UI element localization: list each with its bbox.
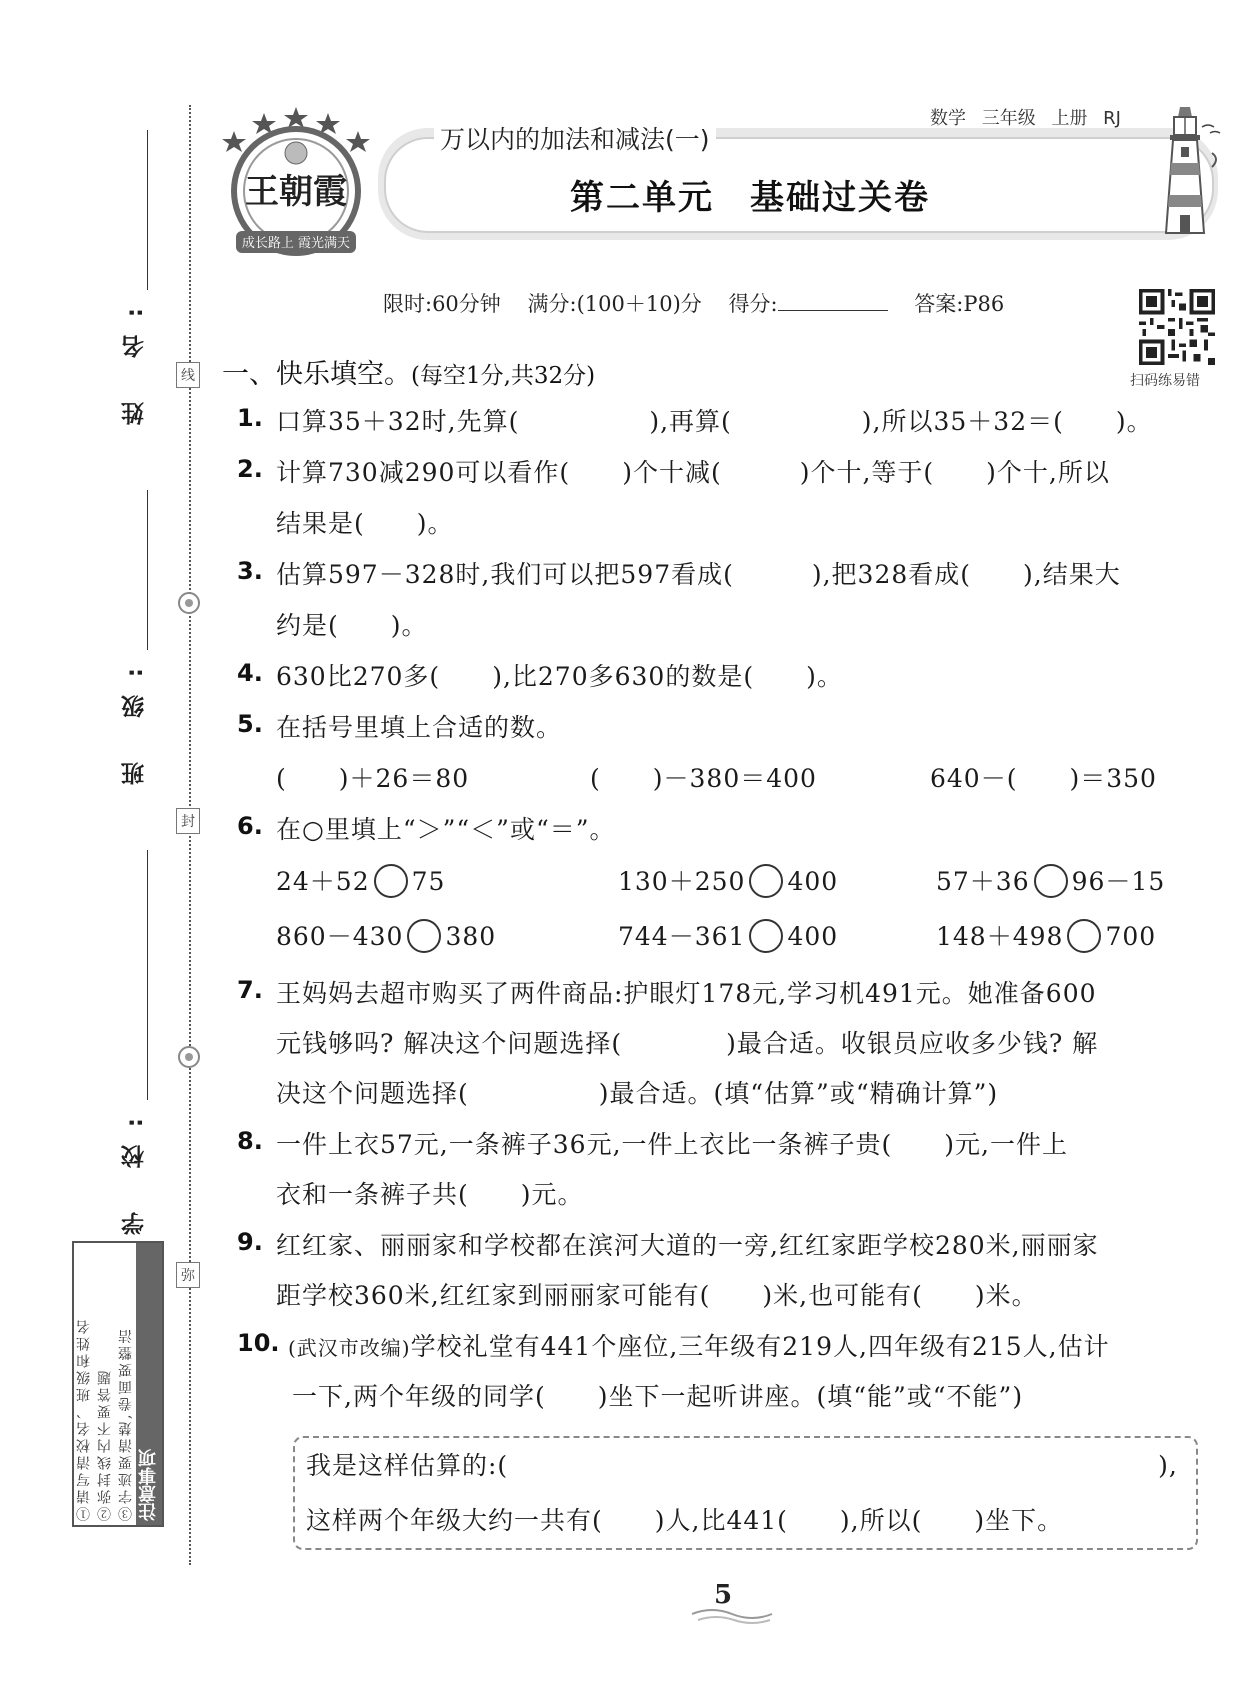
question-5-text: 在括号里填上合适的数。 (276, 713, 563, 742)
question-5-item-3: 640－( )＝350 (930, 764, 1157, 793)
name-label: 姓 名: (122, 290, 148, 426)
answer-page: 答案:P86 (914, 292, 1005, 316)
unit-subtitle: 万以内的加法和减法(一) (434, 120, 716, 156)
section-title (222, 352, 595, 391)
question-8-line2: 衣和一条裤子共( )元。 (276, 1180, 584, 1209)
estimate-box-line2: 这样两个年级大约一共有( )人,比441( ),所以( )坐下。 (306, 1506, 1064, 1535)
school-label: 学 校: (122, 1100, 148, 1236)
question-number: 7. (237, 976, 263, 1004)
question-7-line1: 王妈妈去超市购买了两件商品:护眼灯178元,学习机491元。她准备600 (276, 979, 1097, 1008)
brand-logo-text: 王朝霞 (245, 172, 347, 212)
question-10-line2: 一下,两个年级的同学( )坐下一起听讲座。(填“能”或“不能”) (292, 1382, 1024, 1411)
question-number: 6. (237, 812, 263, 840)
question-number: 10. (237, 1329, 280, 1357)
lighthouse-icon (1140, 103, 1230, 243)
compare-item: 57＋36 96－15 (936, 862, 1165, 901)
compare-circle-blank[interactable] (1034, 864, 1068, 898)
question-number: 2. (237, 455, 263, 483)
compare-item: 860－430 380 (276, 917, 496, 956)
compare-item: 148＋498 700 (936, 917, 1156, 956)
question-3-line1: 估算597－328时,我们可以把597看成( ),把328看成( ),结果大 (276, 560, 1121, 589)
notice-title: 注意事项 (136, 1243, 162, 1525)
question-source: (武汉市改编) (288, 1336, 411, 1360)
question-number: 3. (237, 557, 263, 585)
question-number: 4. (237, 659, 263, 687)
seal-mark-feng: 封 (176, 808, 200, 834)
page-number: 5 (714, 1580, 733, 1610)
full-score: 满分:(100＋10)分 (527, 292, 702, 316)
section-title-main: 一、快乐填空。 (222, 359, 411, 390)
notice-box (72, 1241, 164, 1527)
compare-item: 24＋52 75 (276, 862, 445, 901)
question-9-line2: 距学校360米,红红家到丽丽家可能有( )米,也可能有( )米。 (276, 1281, 1038, 1310)
question-10-line1: (武汉市改编)学校礼堂有441个座位,三年级有219人,四年级有215人,估计 (288, 1332, 1110, 1361)
question-2-line2: 结果是( )。 (276, 509, 454, 538)
question-9-line1: 红红家、丽丽家和学校都在滨河大道的一旁,红红家距学校280米,丽丽家 (276, 1231, 1099, 1260)
question-3-line2: 约是( )。 (276, 611, 428, 640)
notice-item-1: ①请写清校名、班级和姓名 (76, 1317, 93, 1521)
question-8-line1: 一件上衣57元,一条裤子36元,一件上衣比一条裤子贵( )元,一件上 (276, 1130, 1068, 1159)
compare-item: 130＋250 400 (618, 862, 838, 901)
notice-item-3: ③字迹要清楚,卷面要整洁 (117, 1326, 134, 1521)
brand-slogan: 成长路上 霞光满天 (241, 236, 351, 251)
seal-dot-icon (178, 592, 200, 614)
class-label: 班 级: (122, 650, 148, 786)
question-4-text: 630比270多( ),比270多630的数是( )。 (276, 662, 843, 691)
time-limit: 限时:60分钟 (383, 292, 501, 316)
question-number: 9. (237, 1228, 263, 1256)
compare-circle-blank[interactable] (749, 864, 783, 898)
question-5-item-2: ( )－380＝400 (590, 764, 817, 793)
question-6-text: 在○里填上“＞”“＜”或“＝”。 (276, 815, 616, 844)
unit-title: 第二单元 基础过关卷 (570, 178, 930, 218)
school-blank-line (147, 850, 148, 1100)
score-label: 得分: (728, 292, 778, 316)
question-2-line1: 计算730减290可以看作( )个十减( )个十,等于( )个十,所以 (276, 458, 1110, 487)
compare-circle-blank[interactable] (749, 919, 783, 953)
question-number: 5. (237, 710, 263, 738)
wave-decoration-icon (688, 1598, 778, 1626)
estimate-box-line1: 我是这样估算的:( ), (306, 1451, 1178, 1480)
seal-dot-icon (178, 1046, 200, 1068)
compare-circle-blank[interactable] (1067, 919, 1101, 953)
question-7-line3: 决这个问题选择( )最合适。(填“估算”或“精确计算”) (276, 1079, 999, 1108)
notice-item-2: ②弥封线内不要答题 (96, 1368, 113, 1521)
subject-meta: 数学 三年级 上册 RJ (930, 108, 1121, 129)
exam-info (383, 288, 1004, 318)
question-5-item-1: ( )＋26＝80 (276, 764, 470, 793)
score-blank[interactable] (778, 293, 888, 311)
compare-circle-blank[interactable] (407, 919, 441, 953)
question-number: 1. (237, 404, 263, 432)
compare-circle-blank[interactable] (374, 864, 408, 898)
qr-code-icon[interactable] (1139, 289, 1215, 365)
binding-dotted-line (189, 105, 191, 1565)
class-blank-line (147, 490, 148, 650)
name-blank-line (147, 130, 148, 290)
seal-mark-mi: 弥 (176, 1262, 200, 1288)
section-scoring: (每空1分,共32分) (411, 363, 596, 389)
question-1-text: 口算35＋32时,先算( ),再算( ),所以35＋32＝( )。 (276, 407, 1153, 436)
brand-logo (212, 103, 380, 263)
qr-label: 扫码练易错 (1130, 373, 1200, 389)
question-7-line2: 元钱够吗? 解决这个问题选择( )最合适。收银员应收多少钱? 解 (276, 1029, 1099, 1058)
seal-mark-xian: 线 (176, 362, 200, 388)
compare-item: 744－361 400 (618, 917, 838, 956)
question-number: 8. (237, 1127, 263, 1155)
